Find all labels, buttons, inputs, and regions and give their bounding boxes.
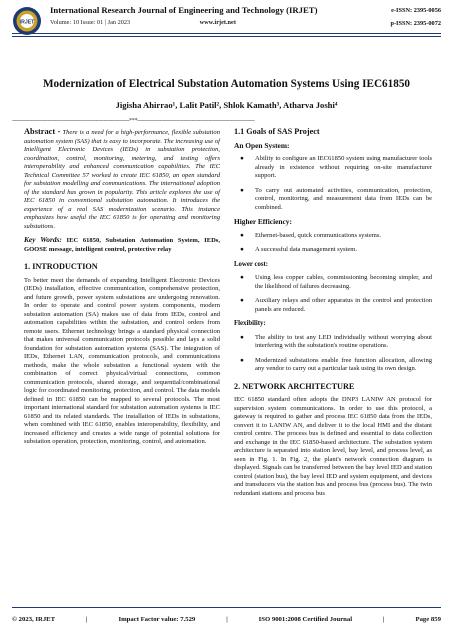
keywords-text: IEC 61850, Substation Automation System, IEDs, GOOSE message, intelligent control, protective relay — [24, 237, 220, 253]
paper-title: Modernization of Electrical Substation Automation Systems Using IEC61850 — [42, 78, 411, 90]
abstract-label: Abstract - — [24, 127, 61, 136]
list-item: ● Ethernet-based, quick communications systems. — [240, 231, 381, 239]
journal-logo — [12, 6, 42, 36]
bullet-icon: ● — [240, 297, 244, 304]
logo-text: IRJET — [19, 19, 35, 26]
subheading-flexibility: Flexibility: — [234, 320, 266, 327]
section-heading-network: 2. NETWORK ARCHITECTURE — [234, 381, 355, 391]
bullet-icon: ● — [240, 274, 244, 281]
footer-copyright: © 2023, IRJET — [12, 616, 56, 623]
introduction-text: To better meet the demands of expanding Intelligent Electronic Devices (IEDs) installation, effective communication, comprehensive protection, and future growth, power system substations are undergoing renovation. In order to operate and control power system components, modern substation automation (SA) makes use of data from IEDs, control and automation capabilities within the substation, and control orders from remote users. Ethernet technology brings a standard physical connection that makes universal communication protocols possible and lays a solid foundation for substation automation systems (SAS). The integration of IEDs, Ethernet LAN, communication protocols, and communications methods, make the whole substation a functional system with the combination of correct physical/virtual connections, common communication protocols, shared storage, and sequential/combinational logic for coordinated monitoring, protection, and control. The data models defined in IEC 61850 can be mapped to several protocols. The most important international standard for substation automation systems is IEC 61850 and its related standards. The installation of IEDs in substations, when combined with IEC 61850, enables interoperability, flexibility, and increased efficiency and creates a wide range of potential solutions for substation operation, protection, monitoring, control, and automation. — [24, 276, 220, 445]
network-architecture-text: IEC 61850 standard often adopts the DNP3 LANIW AN protocol for supervision system communications. In order to use this protocol, a gateway is required to gather and process IEC 61850 data from the IEDs, convert it to LANIW AN, and deliver it to the local HMI and the distant control centre. The process bus is defined and essential to data collection and exchange in the IEC 61850-based architecture. The substation system architecture is separated into station level, bay level, and process level, as seen in Fig. 1. In Fig. 2, the plant's network connection diagram is displayed. Signals can be transferred between the bay level IED and station control (station bus), the bay level IED and system equipment, and devices and transducers via the station bus and process bus (process bus). The twin redundant stations and process bus — [234, 396, 432, 497]
journal-title: International Research Journal of Engineering and Technology (IRJET) — [50, 5, 318, 15]
page-footer — [12, 616, 441, 623]
separator-line: ---------------------------------------------------------------------***--------------------------------------------------------------------- — [12, 118, 255, 124]
paper-authors: Jigisha Ahirrao¹, Lalit Patil², Shlok Kamath³, Atharva Joshi⁴ — [115, 100, 338, 110]
header-rule — [12, 33, 441, 34]
bullet-icon: ● — [240, 246, 244, 253]
p-issn: p-ISSN: 2395-0072 — [390, 20, 441, 27]
left-column — [24, 128, 220, 447]
list-item: ● Auxiliary relays and other apparatus in the control and protection panels are reduced. — [240, 297, 432, 313]
bullet-icon: ● — [240, 231, 244, 239]
subheading-lower-cost: Lower cost: — [234, 260, 269, 268]
e-issn: e-ISSN: 2395-0056 — [391, 7, 441, 14]
footer-iso: ISO 9001:2008 Certified Journal — [258, 616, 353, 623]
list-item: ● Using less copper cables, commissioning becoming simpler, and the likelihood of failures decreasing. — [240, 274, 432, 290]
bullet-icon: ● — [240, 356, 244, 364]
open-system-list — [234, 155, 432, 212]
list-item: ● Modernized substations enable free function allocation, allowing any vendor to carry out a particular task using its own design. — [240, 356, 432, 372]
list-item: ● A successful data management system. — [240, 246, 357, 253]
footer-rule — [12, 607, 441, 608]
subheading-open-system: An Open System: — [234, 140, 290, 150]
right-column — [234, 128, 432, 498]
section-heading-introduction: 1. INTRODUCTION — [24, 262, 98, 271]
flexibility-list — [234, 334, 432, 374]
list-item: ● To carry out automated activities, communication, protection, control, monitoring, and measurement data from IEDs can be combined. — [240, 186, 432, 211]
abstract — [24, 128, 220, 231]
footer-impact-factor: Impact Factor value: 7.529 — [118, 616, 196, 623]
bullet-icon: ● — [240, 333, 244, 341]
bullet-icon: ● — [240, 186, 244, 194]
footer-divider: | — [383, 616, 385, 623]
keywords-label: Key Words: — [24, 235, 62, 244]
volume-issue: Volume: 10 Issue: 01 | Jan 2023 — [50, 19, 131, 26]
lower-cost-list — [234, 274, 432, 314]
list-item: ● The ability to test any LED individually without worrying about interfering with the substation's routine operations. — [240, 333, 432, 349]
list-item: ● Ability to configure an IEC61850 system using manufacturer tools already in existence without requiring on-site manufacturer support. — [240, 155, 432, 179]
efficiency-list — [234, 232, 432, 255]
section-heading-goals: 1.1 Goals of SAS Project — [234, 127, 320, 136]
header-rule-thin — [12, 36, 441, 37]
keywords — [24, 236, 220, 254]
subheading-efficiency: Higher Efficiency: — [234, 217, 292, 226]
bullet-icon: ● — [240, 155, 244, 162]
footer-divider: | — [86, 616, 88, 623]
journal-website[interactable]: www.irjet.net — [199, 19, 236, 26]
abstract-text: There is a need for a high-performance, flexible substation automation system (SAS) that is easy to incorporate. The increasing use of Intelligent Electronic Devices (IEDs) in substation protection, coordination, control, monitoring, metering, and testing offers interoperability and enhanced communication capabilities. The IEC Technical Committee 57 worked to create IEC 61850, an open standard for substation modelling and communications. The international adoption of the standard has grown in popularity. This article explores the use of IEC 61850 in conventional substation automation. It introduces the experience of a real SAS modernization scenario. This instance emphasizes how useful the IEC 61850 is for operating and monitoring substations. — [24, 129, 220, 230]
footer-page-number: Page 859 — [415, 616, 441, 623]
footer-divider: | — [226, 616, 228, 623]
